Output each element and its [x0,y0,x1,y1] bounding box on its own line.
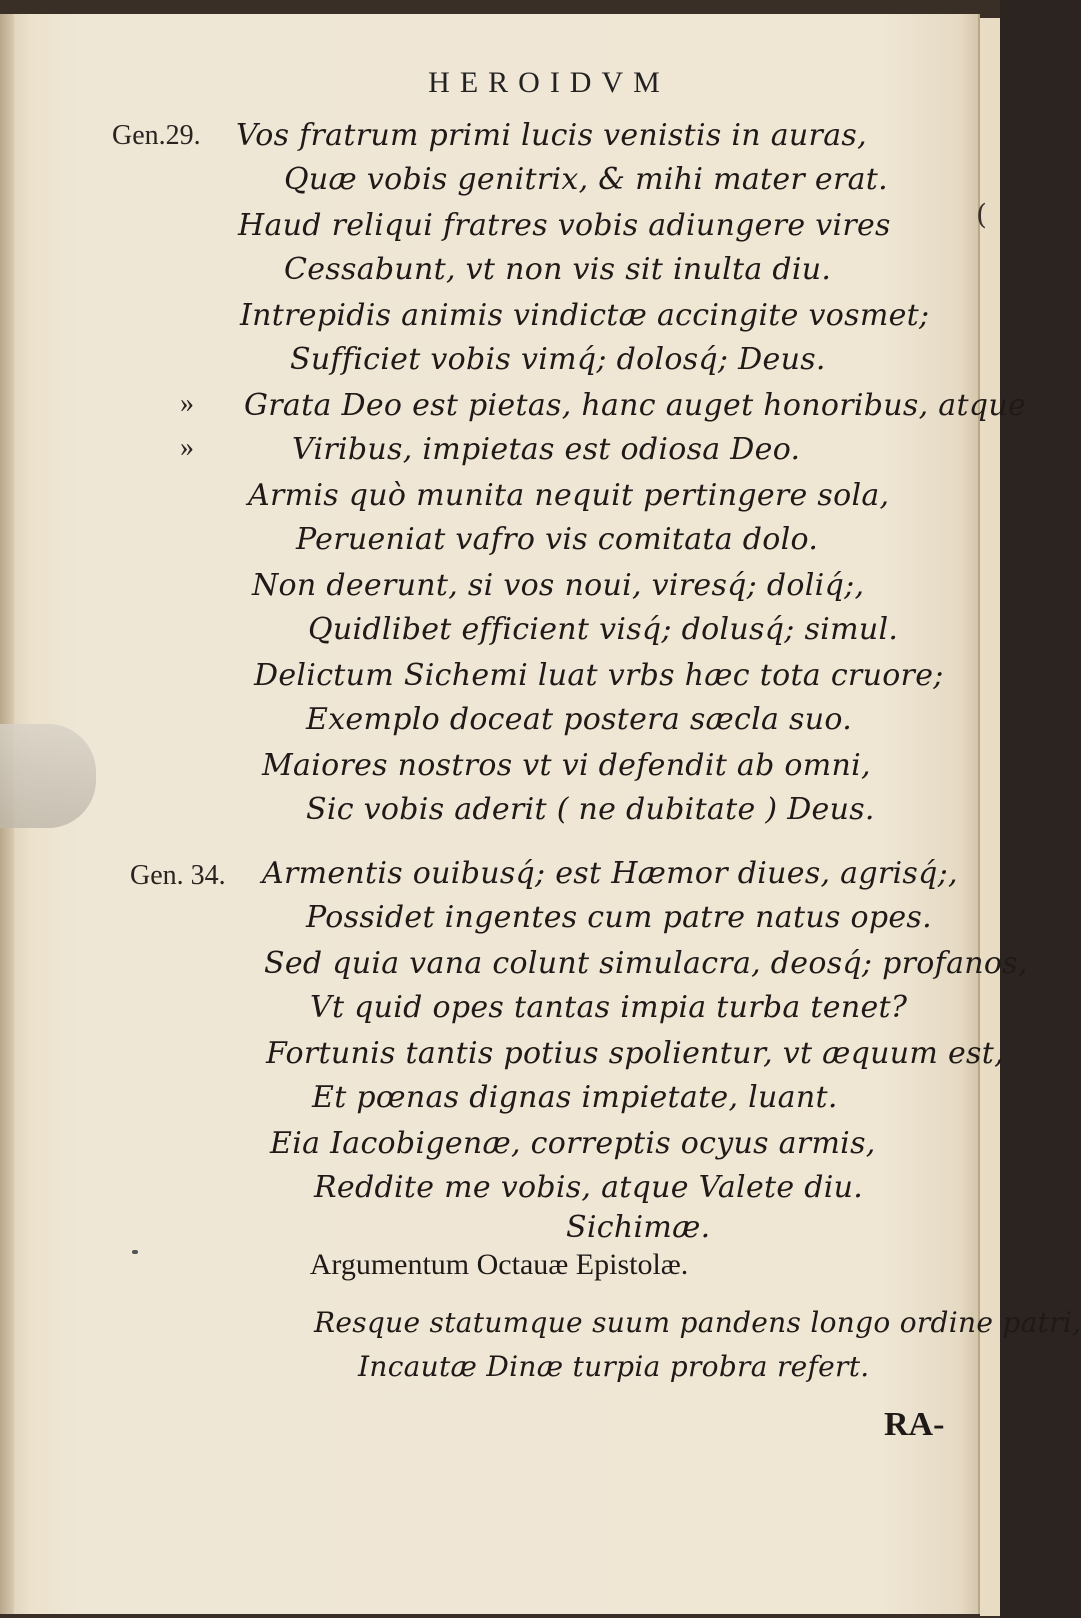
verse-line: Vos fratrum primi lucis venistis in auras, [236,118,867,153]
verse-line: Perueniat vafro vis comitata dolo. [296,522,819,557]
argument-heading-text: Argumentum Octauæ Epistolæ. [309,1248,689,1281]
argument-line: Resque statumque suum pandens longo ordine patri, [314,1306,1081,1339]
verse-line: Sufficiet vobis vimq́; dolosq́; Deus. [290,342,826,377]
margin-note-gen34: Gen. 34. [130,860,226,891]
bookmark-tab [0,724,96,828]
ink-speck [132,1250,138,1254]
verse-line: Exemplo doceat postera sæcla suo. [306,702,853,737]
margin-quote-mark: » [180,388,194,419]
header-title: HEROIDVM [428,66,670,99]
verse-line: Eia Iacobigenæ, correptis ocyus armis, [270,1126,876,1161]
verse-line: Reddite me vobis, atque Valete diu. [314,1170,864,1205]
verse-line: Armis quò munita nequit pertingere sola, [248,478,890,513]
argument-line: Incautæ Dinæ turpia probra refert. [358,1350,870,1383]
verse-line: Sic vobis aderit ( ne dubitate ) Deus. [306,792,875,827]
verse-line: Possidet ingentes cum patre natus opes. [306,900,932,935]
verse-line: Maiores nostros vt vi defendit ab omni, [262,748,871,783]
verse-line: Haud reliqui fratres vobis adiungere vires [238,208,891,243]
adjacent-page-edge [976,18,1000,1616]
verse-line: Grata Deo est pietas, hanc auget honoribus, atque [244,388,1027,423]
verse-line: Intrepidis animis vindictæ accingite vosmet; [240,298,930,333]
verse-line: Sed quia vana colunt simulacra, deosq́; profanos, [264,946,1028,981]
verse-line: Fortunis tantis potius spolientur, vt æquum est, [266,1036,1004,1071]
verse-line: Delictum Sichemi luat vrbs hæc tota cruore; [254,658,944,693]
verse-line: Quæ vobis genitrix, & mihi mater erat. [284,162,888,197]
verse-line: Et pœnas dignas impietate, luant. [312,1080,838,1115]
catchword: RA- [884,1406,945,1443]
verse-line: Vt quid opes tantas impia turba tenet? [310,990,908,1025]
running-header [0,66,978,100]
signature: Sichimæ. [566,1210,711,1245]
margin-note-gen29: Gen.29. [112,120,201,151]
verse-line: Viribus, impietas est odiosa Deo. [292,432,801,467]
margin-quote-mark: » [180,432,194,463]
verse-line: Cessabunt, vt non vis sit inulta diu. [284,252,832,287]
verse-line: Non deerunt, si vos noui, viresq́; doliq́;, [252,568,865,603]
verse-line: Quidlibet efficient visq́; dolusq́; simul. [308,612,899,647]
verse-line: Armentis ouibusq́; est Hæmor diues, agrisq́;, [262,856,958,891]
adjacent-page-glyph: ( [976,198,987,231]
argument-heading [0,1248,978,1282]
